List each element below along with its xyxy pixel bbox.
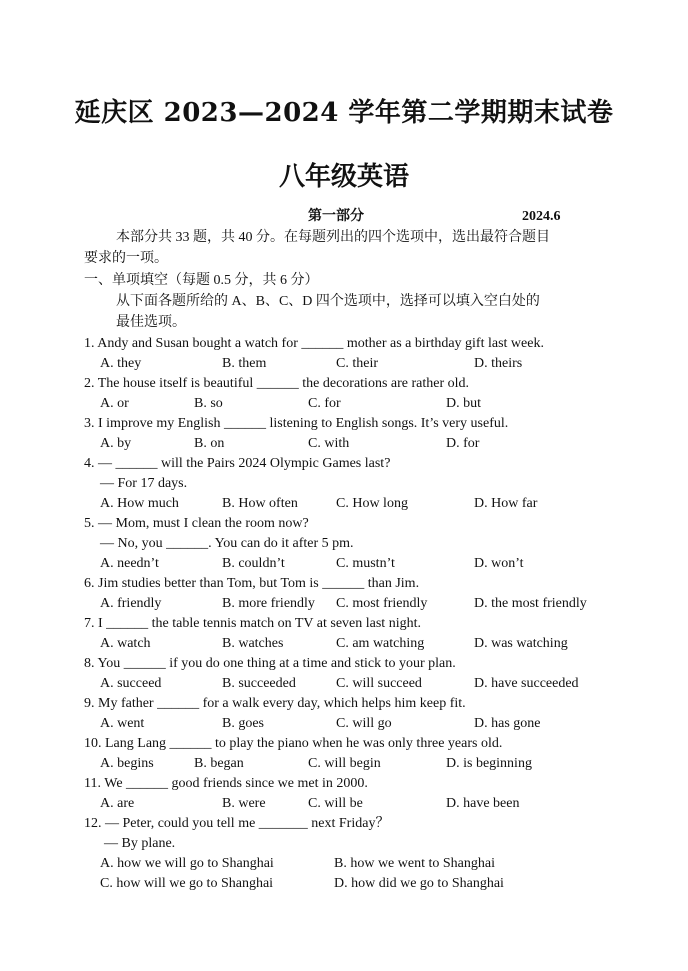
question-11-option-b[interactable]: B. were	[222, 796, 266, 811]
question-10-option-d[interactable]: D. is beginning	[446, 756, 532, 771]
intro-line-1: 本部分共 33 题，共 40 分。在每题列出的四个选项中，选出最符合题目	[116, 230, 550, 245]
question-4-option-c[interactable]: C. How long	[336, 496, 408, 511]
question-9-option-b[interactable]: B. goes	[222, 716, 264, 731]
question-8-option-b[interactable]: B. succeeded	[222, 676, 296, 691]
section-title: 一、单项填空（每题 0.5 分，共 6 分）	[84, 273, 319, 288]
question-1-option-c[interactable]: C. their	[336, 356, 378, 371]
question-1-option-a[interactable]: A. they	[100, 356, 142, 371]
question-2-option-a[interactable]: A. or	[100, 396, 129, 411]
question-9-stem: 9. My father ______ for a walk every day, which helps him keep fit.	[84, 696, 466, 711]
question-8-option-d[interactable]: D. have succeeded	[474, 676, 579, 691]
question-8-option-c[interactable]: C. will succeed	[336, 676, 422, 691]
question-6-option-a[interactable]: A. friendly	[100, 596, 162, 611]
question-5-option-c[interactable]: C. mustn’t	[336, 556, 395, 571]
question-10-option-b[interactable]: B. began	[194, 756, 244, 771]
question-5-option-b[interactable]: B. couldn’t	[222, 556, 285, 571]
exam-subtitle: 八年级英语	[278, 162, 409, 192]
question-4-stem: 4. — ______ will the Pairs 2024 Olympic Games last?	[84, 456, 391, 471]
question-4-option-d[interactable]: D. How far	[474, 496, 538, 511]
question-2-option-c[interactable]: C. for	[308, 396, 341, 411]
question-12-option-c[interactable]: C. how will we go to Shanghai	[100, 876, 274, 891]
question-6-stem: 6. Jim studies better than Tom, but Tom is ______ than Jim.	[84, 576, 420, 591]
question-5-answer-line: — No, you ______. You can do it after 5 pm.	[100, 536, 354, 551]
question-4-option-a[interactable]: A. How much	[100, 496, 179, 511]
question-2-option-d[interactable]: D. but	[446, 396, 481, 411]
question-10-stem: 10. Lang Lang ______ to play the piano when he was only three years old.	[84, 736, 503, 751]
question-1-option-d[interactable]: D. theirs	[474, 356, 523, 371]
question-12-option-a[interactable]: A. how we will go to Shanghai	[100, 856, 274, 871]
question-7-option-a[interactable]: A. watch	[100, 636, 151, 651]
question-3-option-d[interactable]: D. for	[446, 436, 480, 451]
question-2-option-b[interactable]: B. so	[194, 396, 223, 411]
question-5-option-d[interactable]: D. won’t	[474, 556, 524, 571]
question-10-option-c[interactable]: C. will begin	[308, 756, 381, 771]
question-7-option-b[interactable]: B. watches	[222, 636, 284, 651]
question-6-option-b[interactable]: B. more friendly	[222, 596, 315, 611]
question-5-stem: 5. — Mom, must I clean the room now?	[84, 516, 309, 531]
exam-date: 2024.6	[522, 209, 561, 224]
question-5-option-a[interactable]: A. needn’t	[100, 556, 159, 571]
section-instruction-2: 最佳选项。	[116, 315, 186, 330]
question-4-answer-line: — For 17 days.	[100, 476, 188, 491]
question-1-option-b[interactable]: B. them	[222, 356, 267, 371]
question-11-option-a[interactable]: A. are	[100, 796, 135, 811]
question-4-option-b[interactable]: B. How often	[222, 496, 298, 511]
question-8-stem: 8. You ______ if you do one thing at a time and stick to your plan.	[84, 656, 456, 671]
question-1-stem: 1. Andy and Susan bought a watch for ______ mother as a birthday gift last week.	[84, 336, 544, 351]
question-12-option-b[interactable]: B. how we went to Shanghai	[334, 856, 495, 871]
question-12-answer-line: — By plane.	[104, 836, 176, 851]
intro-line-2: 要求的一项。	[84, 251, 168, 266]
question-9-option-a[interactable]: A. went	[100, 716, 145, 731]
question-7-option-d[interactable]: D. was watching	[474, 636, 568, 651]
question-12-option-d[interactable]: D. how did we go to Shanghai	[334, 876, 504, 891]
question-3-option-a[interactable]: A. by	[100, 436, 132, 451]
question-12-stem: 12. — Peter, could you tell me _______ next Friday？	[84, 816, 390, 831]
question-3-option-c[interactable]: C. with	[308, 436, 350, 451]
question-3-option-b[interactable]: B. on	[194, 436, 225, 451]
exam-title: 延庆区 2023—2024 学年第二学期期末试卷	[74, 98, 614, 128]
question-11-option-d[interactable]: D. have been	[446, 796, 520, 811]
question-9-option-c[interactable]: C. will go	[336, 716, 392, 731]
question-2-stem: 2. The house itself is beautiful ______ the decorations are rather old.	[84, 376, 470, 391]
section-instruction-1: 从下面各题所给的 A、B、C、D 四个选项中，选择可以填入空白处的	[116, 294, 540, 309]
question-11-option-c[interactable]: C. will be	[308, 796, 363, 811]
question-10-option-a[interactable]: A. begins	[100, 756, 154, 771]
question-6-option-d[interactable]: D. the most friendly	[474, 596, 587, 611]
question-11-stem: 11. We ______ good friends since we met in 2000.	[84, 776, 368, 791]
question-3-stem: 3. I improve my English ______ listening to English songs. It’s very useful.	[84, 416, 509, 431]
question-6-option-c[interactable]: C. most friendly	[336, 596, 428, 611]
question-8-option-a[interactable]: A. succeed	[100, 676, 162, 691]
question-9-option-d[interactable]: D. has gone	[474, 716, 541, 731]
part-label: 第一部分	[308, 209, 364, 224]
question-7-stem: 7. I ______ the table tennis match on TV at seven last night.	[84, 616, 421, 631]
question-7-option-c[interactable]: C. am watching	[336, 636, 425, 651]
